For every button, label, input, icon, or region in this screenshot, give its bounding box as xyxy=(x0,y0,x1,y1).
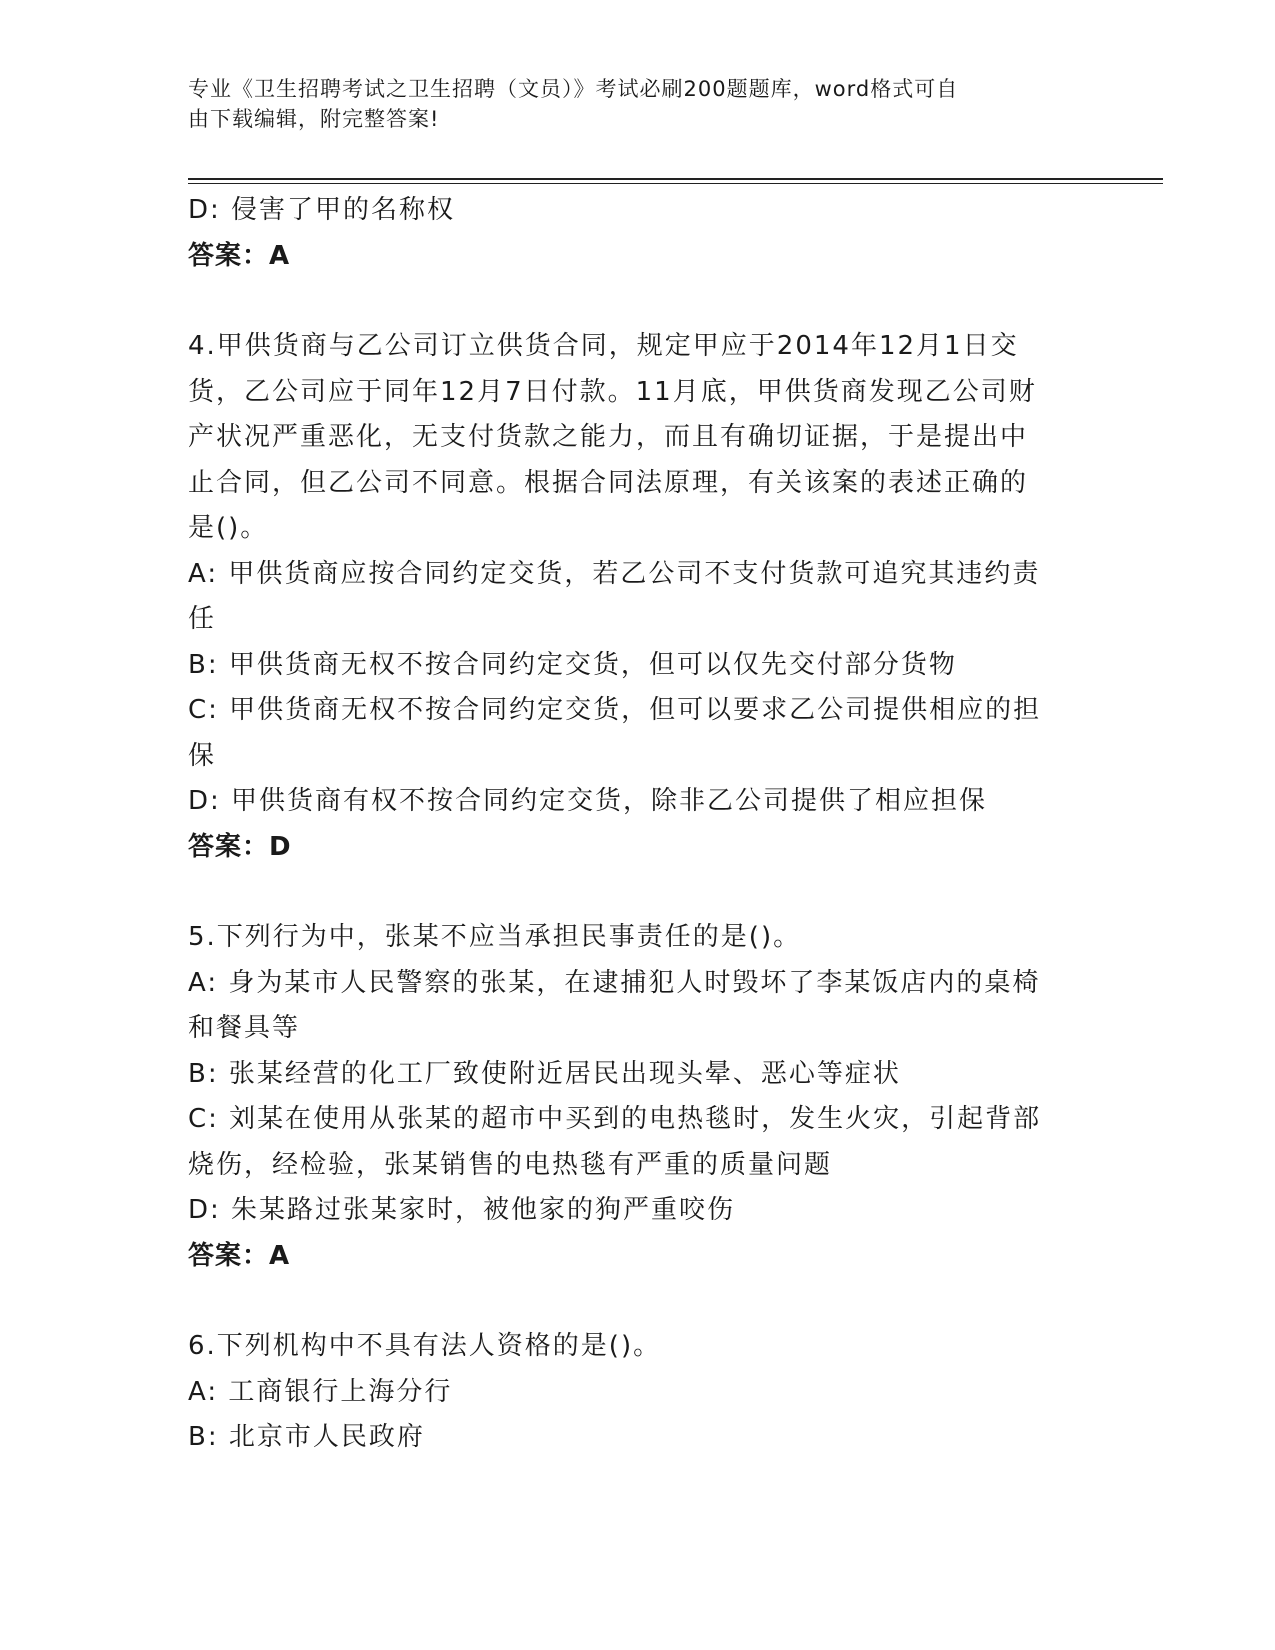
header-line-2: 由下载编辑，附完整答案! xyxy=(188,107,440,131)
document-header xyxy=(188,74,1068,134)
header-divider-thin xyxy=(188,183,1163,184)
spacer xyxy=(188,279,1093,324)
q3-option-d: D: 侵害了甲的名称权 xyxy=(188,195,456,225)
q6-stem: 6.下列机构中不具有法人资格的是()。 xyxy=(188,1331,662,1361)
q4-option-a: A: 甲供货商应按合同约定交货，若乙公司不支付货款可追究其违约责 xyxy=(188,558,1041,589)
q4-option-a-cont: 任 xyxy=(188,604,217,634)
q5-stem: 5.下列行为中，张某不应当承担民事责任的是()。 xyxy=(188,922,802,952)
document-body xyxy=(188,188,1093,1461)
spacer xyxy=(188,1279,1093,1324)
q4-option-b: B: 甲供货商无权不按合同约定交货，但可以仅先交付部分货物 xyxy=(188,649,957,680)
question-5 xyxy=(188,915,1093,1279)
q5-answer: 答案：A xyxy=(188,1240,291,1271)
q4-answer: 答案：D xyxy=(188,831,292,862)
q4-stem-line: 产状况严重恶化，无支付货款之能力，而且有确切证据，于是提出中 xyxy=(188,422,1029,452)
q6-option-a: A: 工商银行上海分行 xyxy=(188,1376,453,1407)
q5-option-c: C: 刘某在使用从张某的超市中买到的电热毯时，发生火灾，引起背部 xyxy=(188,1104,1042,1134)
q4-stem-line: 货，乙公司应于同年12月7日付款。11月底，甲供货商发现乙公司财 xyxy=(188,376,1037,407)
q5-option-b: B: 张某经营的化工厂致使附近居民出现头晕、恶心等症状 xyxy=(188,1058,901,1089)
q5-option-c-cont: 烧伤，经检验，张某销售的电热毯有严重的质量问题 xyxy=(188,1149,833,1180)
header-line-1: 专业《卫生招聘考试之卫生招聘（文员）》考试必刷200题题库，word格式可自 xyxy=(188,77,959,101)
q5-option-d: D: 朱某路过张某家时，被他家的狗严重咬伤 xyxy=(188,1195,736,1225)
q5-option-a: A: 身为某市人民警察的张某，在逮捕犯人时毁坏了李某饭店内的桌椅 xyxy=(188,967,1041,998)
q3-answer: 答案：A xyxy=(188,240,291,271)
spacer xyxy=(188,870,1093,915)
header-divider-thick xyxy=(188,178,1163,180)
q4-option-c: C: 甲供货商无权不按合同约定交货，但可以要求乙公司提供相应的担 xyxy=(188,695,1042,725)
q4-option-c-cont: 保 xyxy=(188,740,217,771)
q6-option-b: B: 北京市人民政府 xyxy=(188,1422,425,1452)
question-4 xyxy=(188,324,1093,870)
q4-option-d: D: 甲供货商有权不按合同约定交货，除非乙公司提供了相应担保 xyxy=(188,786,988,816)
q5-option-a-cont: 和餐具等 xyxy=(188,1013,301,1043)
question-6 xyxy=(188,1324,1093,1461)
q4-stem-line: 是()。 xyxy=(188,513,269,543)
q4-stem-line: 4.甲供货商与乙公司订立供货合同，规定甲应于2014年12月1日交 xyxy=(188,331,1019,361)
q4-stem-line: 止合同，但乙公司不同意。根据合同法原理，有关该案的表述正确的 xyxy=(188,467,1029,498)
